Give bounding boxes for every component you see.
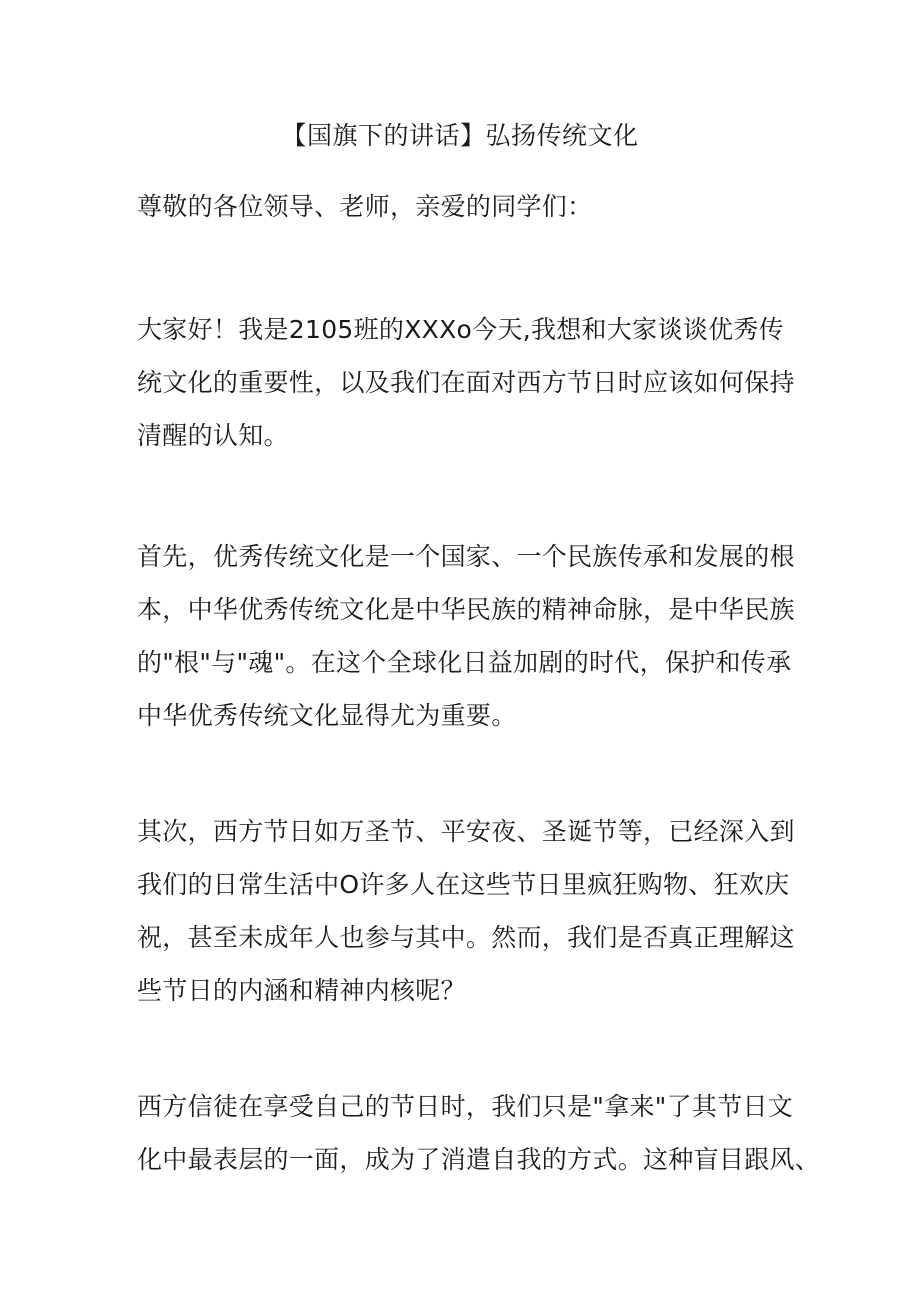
salutation [137, 180, 797, 233]
paragraph-line: 西方信徒在享受自己的节日时，我们只是"拿来"了其节日文 [137, 1092, 794, 1121]
paragraph-line: 其次，西方节日如万圣节、平安夜、圣诞节等，已经深入到 [137, 817, 795, 846]
document-title: 【国旗下的讲话】弘扬传统文化 [281, 121, 639, 150]
paragraph-line: 中华优秀传统文化显得尤为重要。 [137, 701, 517, 730]
paragraph-4 [137, 1080, 821, 1186]
paragraph-2 [137, 530, 797, 742]
paragraph-line: 本，中华优秀传统文化是中华民族的精神命脉，是中华民族 [137, 595, 795, 624]
paragraph-3 [137, 805, 797, 1017]
paragraph-line: 清醒的认知。 [137, 421, 289, 450]
paragraph-1 [137, 303, 797, 462]
paragraph-line: 首先，优秀传统文化是一个国家、一个民族传承和发展的根 [137, 542, 795, 571]
paragraph-line: 的"根"与"魂"。在这个全球化日益加剧的时代，保护和传承 [137, 648, 792, 677]
paragraph-line: 我们的日常生活中O许多人在这些节日里疯狂购物、狂欢庆 [137, 870, 790, 899]
paragraph-line: 统文化的重要性，以及我们在面对西方节日时应该如何保持 [137, 368, 795, 397]
salutation-text: 尊敬的各位领导、老师，亲爱的同学们： [137, 192, 593, 221]
paragraph-line: 些节日的内涵和精神内核呢？ [137, 976, 466, 1005]
paragraph-line: 大家好！我是2105班的XXXo今天,我想和大家谈谈优秀传 [137, 315, 784, 344]
paragraph-line: 化中最表层的一面，成为了消遣自我的方式。这种盲目跟风、 [137, 1145, 821, 1174]
paragraph-line: 祝，甚至未成年人也参与其中。然而，我们是否真正理解这 [137, 923, 795, 952]
